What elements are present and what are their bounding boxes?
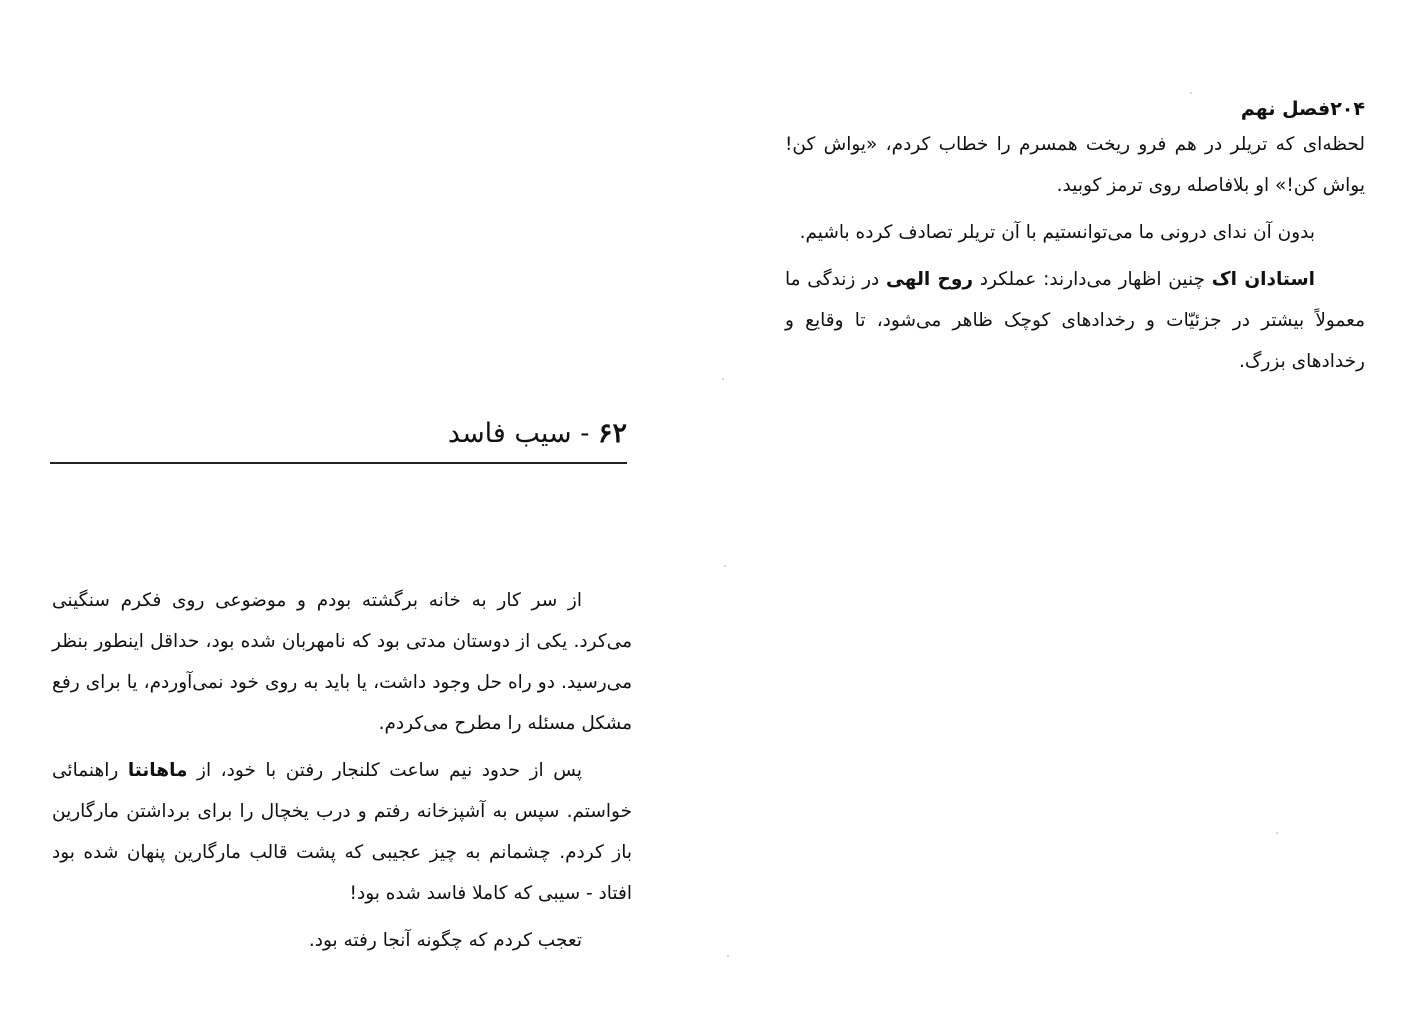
- section-title: [448, 418, 627, 449]
- scan-speck: [1276, 832, 1278, 834]
- scan-speck: [724, 565, 726, 567]
- left-page-body: [52, 580, 632, 967]
- paragraph: تعجب کردم که چگونه آنجا رفته بود.: [308, 930, 582, 951]
- bold-term-holy-spirit: روح الهی: [886, 269, 974, 290]
- paragraph-text: در زندگی ما معمولاً بیشتر در جزئیّات و رخدادهای کوچک ظاهر می‌شود، تا وقایع و رخدادهای بزرگ.: [785, 269, 1365, 372]
- scan-speck: [727, 955, 729, 957]
- section-heading: [50, 418, 627, 464]
- paragraph-text: چنین اظهار می‌دارند: عملکرد: [973, 269, 1212, 290]
- bold-term-mahanta: ماهانتا: [127, 760, 188, 781]
- running-head: ۲۰۴فصل نهم: [1240, 98, 1365, 120]
- right-page-body: [785, 124, 1365, 388]
- paragraph: از سر کار به خانه برگشته بودم و موضوعی روی فکرم سنگینی می‌کرد. یکی از دوستان مدتی بود که نامهربان شده بود، حداقل اینطور بنظر می‌رسید. دو راه حل وجود داشت، یا باید به روی خود نمی‌آوردم، یا برای رفع مشکل مسئله را مطرح می‌کردم.: [52, 590, 632, 734]
- paragraph: لحظه‌ای که تریلر در هم فرو ریخت همسرم را خطاب کردم، «یواش کن! یواش کن!» او بلافاصله روی ترمز کوبید.: [785, 134, 1365, 196]
- section-title-text: - سیب فاسد: [447, 418, 598, 449]
- scan-speck: [722, 378, 724, 380]
- paragraph-text: پس از حدود نیم ساعت کلنجار رفتن با خود، از: [187, 760, 582, 781]
- paragraph: [52, 750, 632, 914]
- section-number: ۶۲: [597, 418, 627, 449]
- bold-term-eck-masters: استادان اک: [1211, 269, 1315, 290]
- paragraph-text: راهنمائی خواستم. سپس به آشپزخانه رفتم و درب یخچال را برای برداشتن مارگارین باز کردم. چشمانم به چیز عجیبی که پشت قالب مارگارین پنهان شده بود افتاد - سیبی که کاملا فاسد شده بود!: [52, 760, 632, 904]
- paragraph: بدون آن ندای درونی ما می‌توانستیم با آن تریلر تصادف کرده باشیم.: [799, 222, 1315, 243]
- left-page: [0, 0, 704, 1031]
- scan-speck: [1190, 92, 1192, 94]
- paragraph: [785, 259, 1365, 382]
- right-page: [704, 0, 1409, 1031]
